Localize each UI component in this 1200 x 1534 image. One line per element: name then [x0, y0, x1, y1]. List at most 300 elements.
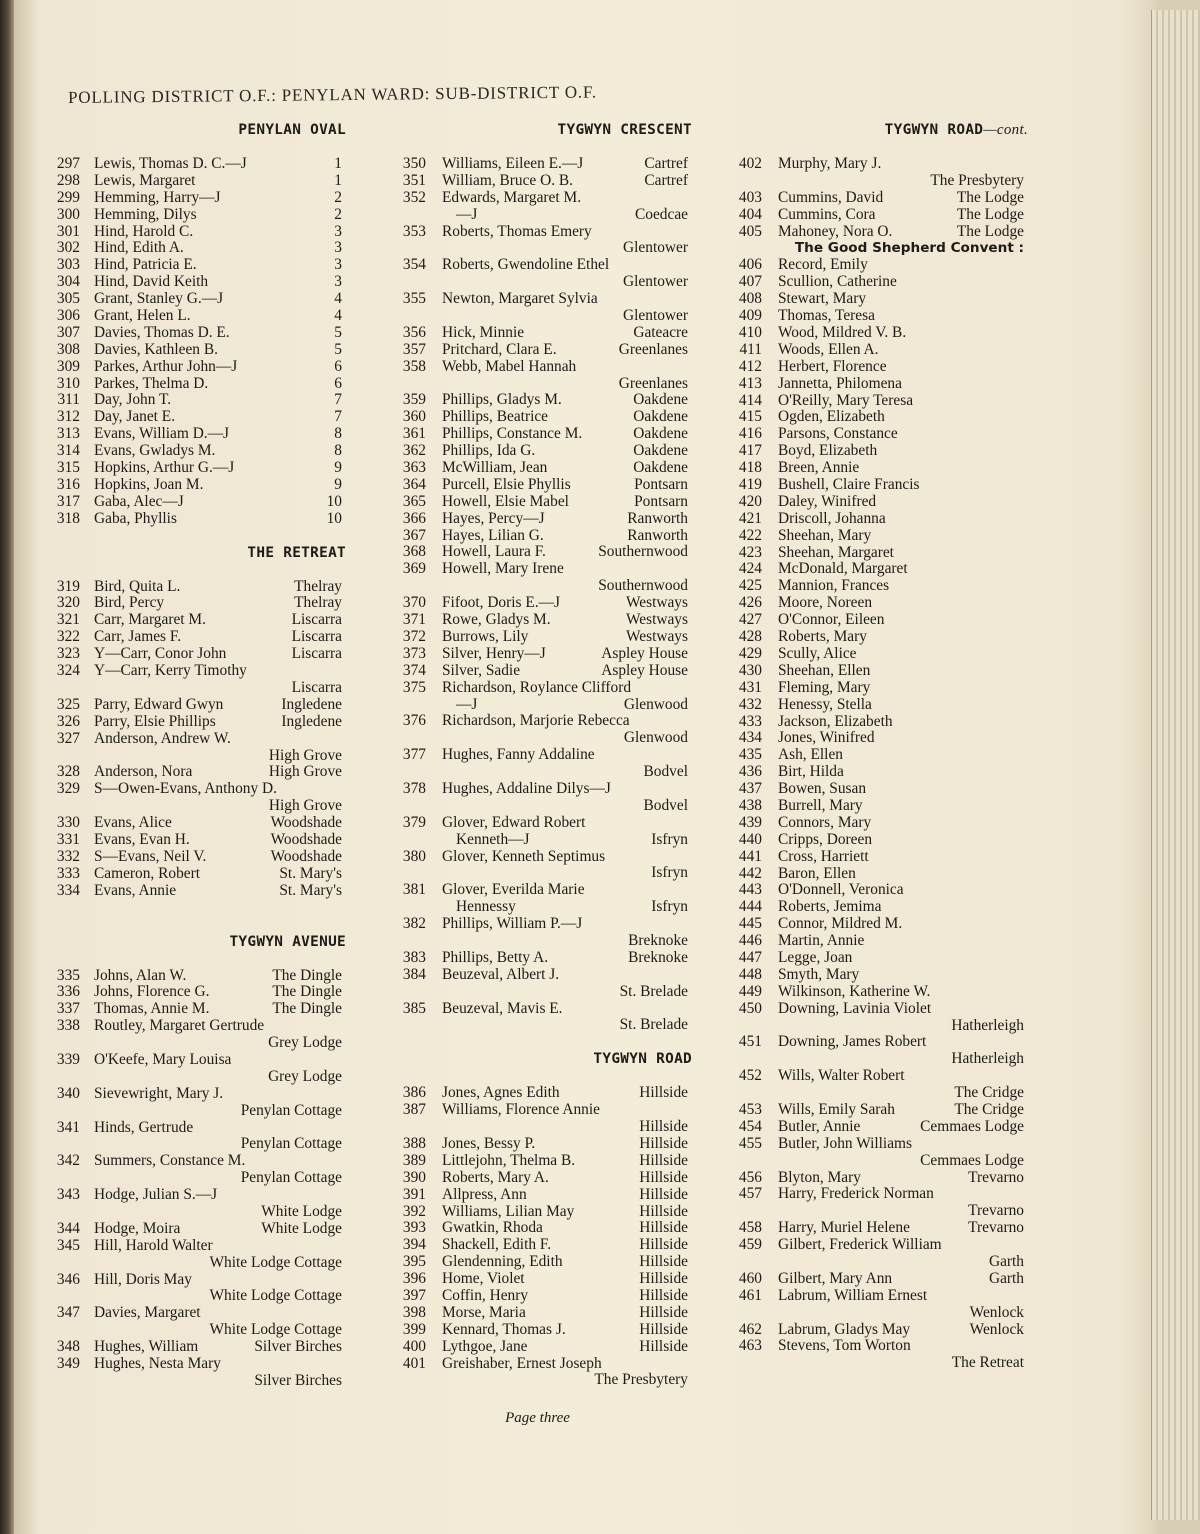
elector-entry	[56, 815, 346, 832]
elector-name: S—Evans, Neil V.	[94, 847, 207, 865]
elector-entry	[728, 1170, 1028, 1187]
elector-name: Glover, Everilda Marie	[442, 881, 585, 899]
elector-name: Mahoney, Nora O.	[778, 222, 893, 240]
entry-line	[56, 224, 346, 241]
elector-entry	[56, 460, 346, 477]
elector-name: Wills, Walter Robert	[778, 1067, 905, 1085]
elector-name: McWilliam, Jean	[442, 459, 548, 477]
elector-entry	[392, 460, 692, 477]
elector-name: Silver, Sadie	[442, 661, 521, 679]
entry-line	[392, 173, 692, 190]
elector-name: Woods, Ellen A.	[778, 340, 879, 358]
elector-name: Phillips, Beatrice	[442, 408, 549, 426]
elector-address: St. Brelade	[619, 1016, 688, 1034]
elector-entry	[56, 731, 346, 765]
elector-entry	[728, 1119, 1028, 1136]
elector-number: 441	[738, 847, 762, 865]
elector-address: Cemmaes Lodge	[920, 1151, 1024, 1169]
entry-line	[728, 1338, 1028, 1355]
elector-name: Anderson, Andrew W.	[94, 729, 231, 747]
elector-number: 381	[402, 881, 426, 899]
elector-number: 386	[402, 1084, 426, 1102]
elector-number: 451	[738, 1033, 762, 1051]
entry-line	[392, 443, 692, 460]
elector-number: 317	[56, 492, 80, 510]
entry-line	[56, 579, 346, 596]
entry-line	[728, 1102, 1028, 1119]
elector-name: Purcell, Elsie Phyllis	[442, 475, 571, 493]
book-gutter	[0, 0, 14, 1534]
elector-entry	[392, 511, 692, 528]
elector-name: Downing, Lavinia Violet	[778, 999, 932, 1017]
elector-entry	[56, 308, 346, 325]
elector-address: Oakdene	[633, 408, 688, 426]
elector-name: Bird, Quita L.	[94, 577, 181, 595]
elector-number: 460	[738, 1269, 762, 1287]
elector-name: Thomas, Annie M.	[94, 1000, 210, 1018]
elector-entry	[392, 342, 692, 359]
elector-number: 396	[402, 1270, 426, 1288]
elector-number: 298	[56, 171, 80, 189]
elector-address: 2	[334, 188, 342, 206]
elector-name: Greishaber, Ernest Joseph	[442, 1354, 602, 1372]
elector-entry	[392, 494, 692, 511]
elector-number: 297	[56, 155, 80, 172]
elector-entry	[728, 1102, 1028, 1119]
elector-name: Fleming, Mary	[778, 678, 871, 696]
elector-name: Murphy, Mary J.	[778, 155, 882, 172]
elector-number: 446	[738, 932, 762, 950]
elector-entry	[728, 747, 1028, 764]
column-left	[56, 122, 346, 1390]
elector-entry	[392, 426, 692, 443]
elector-address: Ingledene	[281, 695, 342, 713]
elector-address: 5	[334, 340, 342, 358]
entry-line	[392, 629, 692, 646]
elector-address: 10	[326, 509, 342, 527]
elector-address: 1	[334, 155, 342, 172]
elector-entry	[392, 882, 692, 916]
entry-line	[56, 968, 346, 985]
elector-address: Liscarra	[291, 628, 342, 646]
entry-line	[392, 849, 692, 866]
elector-entry	[56, 477, 346, 494]
elector-number: 437	[738, 780, 762, 798]
elector-address: Oakdene	[633, 442, 688, 460]
elector-number: 304	[56, 273, 80, 291]
elector-address: Bodvel	[643, 763, 688, 781]
entry-line	[392, 1356, 692, 1373]
elector-name: Davies, Kathleen B.	[94, 340, 218, 358]
elector-entry	[56, 359, 346, 376]
elector-address: 3	[334, 256, 342, 274]
elector-number: 368	[402, 543, 426, 561]
entry-line	[728, 342, 1028, 359]
elector-address: 9	[334, 475, 342, 493]
elector-address: 3	[334, 222, 342, 240]
elector-entry	[392, 1085, 692, 1102]
elector-entry	[56, 1221, 346, 1238]
elector-number: 334	[56, 881, 80, 899]
elector-entry	[56, 629, 346, 646]
elector-name: Hayes, Percy—J	[442, 509, 545, 527]
elector-address: 5	[334, 323, 342, 341]
elector-entry	[392, 967, 692, 1001]
entry-line	[392, 494, 692, 511]
elector-number: 388	[402, 1134, 426, 1152]
elector-number: 378	[402, 779, 426, 797]
elector-name: Coffin, Henry	[442, 1287, 529, 1304]
elector-number: 448	[738, 965, 762, 983]
entry-line	[728, 663, 1028, 680]
elector-entry	[728, 494, 1028, 511]
elector-name: Wills, Emily Sarah	[778, 1100, 895, 1118]
elector-number: 354	[402, 256, 426, 274]
elector-address: Hillside	[639, 1118, 688, 1136]
elector-name: Phillips, Gladys M.	[442, 391, 562, 409]
elector-number: 346	[56, 1270, 80, 1288]
elector-address: Glentower	[623, 307, 688, 325]
entry-line	[728, 967, 1028, 984]
elector-entry	[728, 950, 1028, 967]
elector-name: Butler, Annie	[778, 1117, 861, 1135]
elector-number: 343	[56, 1186, 80, 1204]
elector-entry	[56, 173, 346, 190]
elector-entry	[728, 595, 1028, 612]
elector-number: 436	[738, 763, 762, 781]
elector-name: S—Owen-Evans, Anthony D.	[94, 780, 277, 798]
elector-name: Cameron, Robert	[94, 864, 200, 882]
elector-number: 370	[402, 594, 426, 612]
spacer	[56, 951, 346, 968]
elector-number: 435	[738, 746, 762, 764]
elector-entry	[728, 798, 1028, 815]
elector-entry	[728, 1271, 1028, 1288]
elector-number: 375	[402, 678, 426, 696]
elector-entry	[728, 460, 1028, 477]
elector-entry	[56, 764, 346, 781]
entry-line	[56, 308, 346, 325]
elector-number: 383	[402, 948, 426, 966]
elector-address: Hillside	[639, 1236, 688, 1254]
elector-name: Parsons, Constance	[778, 425, 898, 443]
elector-name: Scullion, Catherine	[778, 273, 897, 291]
elector-number: 367	[402, 526, 426, 544]
elector-number: 321	[56, 611, 80, 629]
elector-number: 445	[738, 915, 762, 933]
elector-entry	[56, 579, 346, 596]
elector-address: White Lodge	[261, 1219, 342, 1237]
page-edges	[1151, 10, 1200, 1520]
elector-entry	[56, 325, 346, 342]
elector-address: Glenwood	[623, 695, 688, 713]
elector-entry	[392, 1204, 692, 1221]
elector-address: Garth	[988, 1253, 1024, 1270]
elector-name: O'Keefe, Mary Louisa	[94, 1050, 232, 1068]
elector-entry	[728, 257, 1028, 274]
elector-number: 331	[56, 830, 80, 848]
elector-name: Littlejohn, Thelma B.	[442, 1151, 576, 1169]
elector-entry	[392, 680, 692, 714]
elector-name: Pritchard, Clara E.	[442, 340, 557, 358]
elector-entry	[728, 1338, 1028, 1372]
elector-address: The Dingle	[272, 1000, 342, 1018]
entry-line	[728, 325, 1028, 342]
elector-address: The Cridge	[954, 1100, 1024, 1118]
elector-name: Williams, Lilian May	[442, 1202, 575, 1220]
elector-number: 421	[738, 509, 762, 527]
elector-entry	[728, 1068, 1028, 1102]
elector-number: 345	[56, 1236, 80, 1254]
entry-line	[56, 511, 346, 528]
elector-name: Summers, Constance M.	[94, 1152, 246, 1170]
elector-number: 395	[402, 1253, 426, 1271]
elector-number: 337	[56, 1000, 80, 1018]
elector-address: Trevarno	[968, 1219, 1024, 1237]
elector-entry	[728, 646, 1028, 663]
elector-name-continued: —J	[456, 695, 478, 713]
elector-number: 307	[56, 323, 80, 341]
elector-number: 363	[402, 459, 426, 477]
elector-number: 434	[738, 729, 762, 747]
entry-line	[392, 561, 692, 578]
elector-address: Isfryn	[651, 830, 688, 848]
elector-entry	[392, 1001, 692, 1035]
entry-line	[56, 1221, 346, 1238]
entry-line	[392, 1339, 692, 1356]
elector-number: 335	[56, 966, 80, 984]
elector-entry	[728, 1220, 1028, 1237]
elector-number: 366	[402, 509, 426, 527]
page-header: POLLING DISTRICT O.F.: PENYLAN WARD: SUB-DISTRICT O.F.	[68, 82, 597, 107]
elector-number: 455	[738, 1134, 762, 1152]
elector-entry	[728, 224, 1028, 241]
elector-name: Carr, James F.	[94, 628, 182, 646]
entry-line	[728, 950, 1028, 967]
section-heading-text: TYGWYN AVENUE	[229, 933, 346, 950]
elector-name: Day, John T.	[94, 391, 172, 409]
elector-entry	[728, 714, 1028, 731]
elector-address: Glenwood	[623, 729, 688, 747]
elector-address: White Lodge Cottage	[209, 1321, 342, 1339]
elector-address: Gateacre	[633, 323, 688, 341]
entry-line	[728, 781, 1028, 798]
elector-number: 404	[738, 205, 762, 223]
entry-line	[728, 359, 1028, 376]
elector-name: Bowen, Susan	[778, 780, 867, 798]
elector-entry	[56, 1018, 346, 1052]
elector-entry	[56, 781, 346, 815]
elector-name: Sievewright, Mary J.	[94, 1084, 224, 1102]
elector-name: Hind, David Keith	[94, 273, 209, 291]
elector-entry	[56, 240, 346, 257]
elector-address: Breknoke	[628, 948, 688, 966]
elector-number: 416	[738, 425, 762, 443]
elector-number: 454	[738, 1117, 762, 1135]
elector-address: 4	[334, 290, 342, 308]
elector-number: 403	[738, 188, 762, 206]
elector-number: 433	[738, 712, 762, 730]
elector-entry	[728, 663, 1028, 680]
elector-number: 330	[56, 814, 80, 832]
elector-number: 387	[402, 1101, 426, 1119]
entry-line	[728, 190, 1028, 207]
elector-address: Trevarno	[968, 1202, 1024, 1220]
elector-entry	[56, 392, 346, 409]
elector-number: 426	[738, 594, 762, 612]
elector-entry	[56, 494, 346, 511]
elector-entry	[728, 697, 1028, 714]
elector-number: 438	[738, 796, 762, 814]
elector-entry	[392, 561, 692, 595]
elector-name-continued: —J	[456, 205, 478, 223]
section-heading-text: PENYLAN OVAL	[238, 122, 346, 138]
elector-entry	[56, 1272, 346, 1306]
entry-line	[728, 376, 1028, 393]
elector-address: Grey Lodge	[268, 1067, 342, 1085]
elector-entry	[56, 1238, 346, 1272]
elector-name: Daley, Winifred	[778, 492, 877, 510]
elector-entry	[56, 1120, 346, 1154]
elector-name: Legge, Joan	[778, 948, 853, 966]
entry-line	[728, 798, 1028, 815]
elector-number: 382	[402, 915, 426, 933]
elector-name: Shackell, Edith F.	[442, 1236, 552, 1254]
elector-entry	[728, 325, 1028, 342]
entry-line	[728, 1034, 1028, 1051]
elector-address: Cartref	[644, 171, 688, 189]
elector-address: Hillside	[639, 1202, 688, 1220]
elector-address: Hatherleigh	[951, 1050, 1024, 1068]
entry-line	[56, 409, 346, 426]
entry-line	[728, 595, 1028, 612]
elector-entry	[392, 646, 692, 663]
entry-line	[392, 544, 692, 561]
elector-name: Jannetta, Philomena	[778, 374, 902, 392]
spacer	[392, 1068, 692, 1085]
entry-line	[392, 1288, 692, 1305]
elector-name: O'Connor, Eileen	[778, 611, 885, 629]
elector-address: Greenlanes	[618, 340, 688, 358]
entry-line	[392, 156, 692, 173]
elector-entry	[392, 1237, 692, 1254]
elector-entry	[392, 1322, 692, 1339]
entry-line	[392, 663, 692, 680]
spacer	[728, 139, 1028, 156]
elector-address: Liscarra	[291, 645, 342, 663]
entry-line	[728, 899, 1028, 916]
elector-name: Rowe, Gladys M.	[442, 611, 551, 629]
elector-number: 394	[402, 1236, 426, 1254]
elector-number: 425	[738, 577, 762, 595]
entry-line	[56, 866, 346, 883]
elector-name: Evans, William D.—J	[94, 425, 230, 443]
elector-name: Connors, Mary	[778, 813, 872, 831]
entry-line	[392, 325, 692, 342]
entry-line	[392, 528, 692, 545]
elector-number: 405	[738, 222, 762, 240]
elector-address: 7	[334, 408, 342, 426]
entry-line	[392, 612, 692, 629]
elector-number: 399	[402, 1320, 426, 1338]
entry-line	[728, 1119, 1028, 1136]
elector-number: 459	[738, 1236, 762, 1254]
elector-name: Hemming, Harry—J	[94, 188, 221, 206]
elector-entry	[56, 409, 346, 426]
elector-entry	[728, 274, 1028, 291]
elector-name: Hughes, William	[94, 1338, 199, 1356]
elector-entry	[56, 291, 346, 308]
elector-number: 412	[738, 357, 762, 375]
elector-number: 408	[738, 290, 762, 308]
elector-entry	[728, 1136, 1028, 1170]
elector-name: Hind, Harold C.	[94, 222, 194, 240]
elector-address: The Retreat	[951, 1354, 1024, 1372]
elector-number: 444	[738, 898, 762, 916]
elector-address: Glentower	[623, 239, 688, 257]
elector-name: Roberts, Mary	[778, 628, 867, 646]
elector-address: The Lodge	[956, 205, 1024, 223]
elector-number: 301	[56, 222, 80, 240]
elector-entry	[728, 629, 1028, 646]
elector-name: Stevens, Tom Worton	[778, 1337, 911, 1355]
elector-entry	[728, 1001, 1028, 1035]
elector-name: Hick, Minnie	[442, 323, 525, 341]
entry-line	[728, 511, 1028, 528]
elector-entry	[392, 173, 692, 190]
elector-number: 385	[402, 999, 426, 1017]
elector-number: 364	[402, 475, 426, 493]
entry-line	[728, 443, 1028, 460]
elector-entry	[728, 477, 1028, 494]
elector-number: 411	[739, 340, 762, 358]
elector-entry	[56, 714, 346, 731]
elector-number: 300	[56, 205, 80, 223]
elector-entry	[56, 207, 346, 224]
elector-name: Carr, Margaret M.	[94, 611, 206, 629]
elector-name-continued: Hennessy	[456, 898, 516, 916]
elector-name: Driscoll, Johanna	[778, 509, 886, 527]
elector-address: Hillside	[639, 1253, 688, 1271]
elector-name: Phillips, Constance M.	[442, 425, 583, 443]
spacer	[392, 1034, 692, 1051]
entry-line	[728, 882, 1028, 899]
entry-line	[56, 325, 346, 342]
elector-number: 447	[738, 948, 762, 966]
elector-name: Gilbert, Frederick William	[778, 1236, 942, 1254]
entry-line	[728, 646, 1028, 663]
elector-address: The Lodge	[956, 188, 1024, 206]
elector-number: 374	[402, 661, 426, 679]
elector-number: 350	[402, 155, 426, 172]
elector-entry	[728, 1288, 1028, 1322]
entry-line	[392, 1153, 692, 1170]
column-right	[728, 122, 1028, 1372]
elector-name: Hughes, Nesta Mary	[94, 1355, 221, 1372]
elector-number: 463	[738, 1337, 762, 1355]
elector-entry	[56, 511, 346, 528]
elector-number: 357	[402, 340, 426, 358]
entry-line	[728, 224, 1028, 241]
elector-address: Bodvel	[643, 796, 688, 814]
entry-line	[56, 342, 346, 359]
elector-entry	[56, 224, 346, 241]
entry-line	[728, 494, 1028, 511]
entry-line	[728, 528, 1028, 545]
elector-name: Ogden, Elizabeth	[778, 408, 885, 426]
elector-name: McDonald, Margaret	[778, 560, 908, 578]
elector-address: Oakdene	[633, 391, 688, 409]
